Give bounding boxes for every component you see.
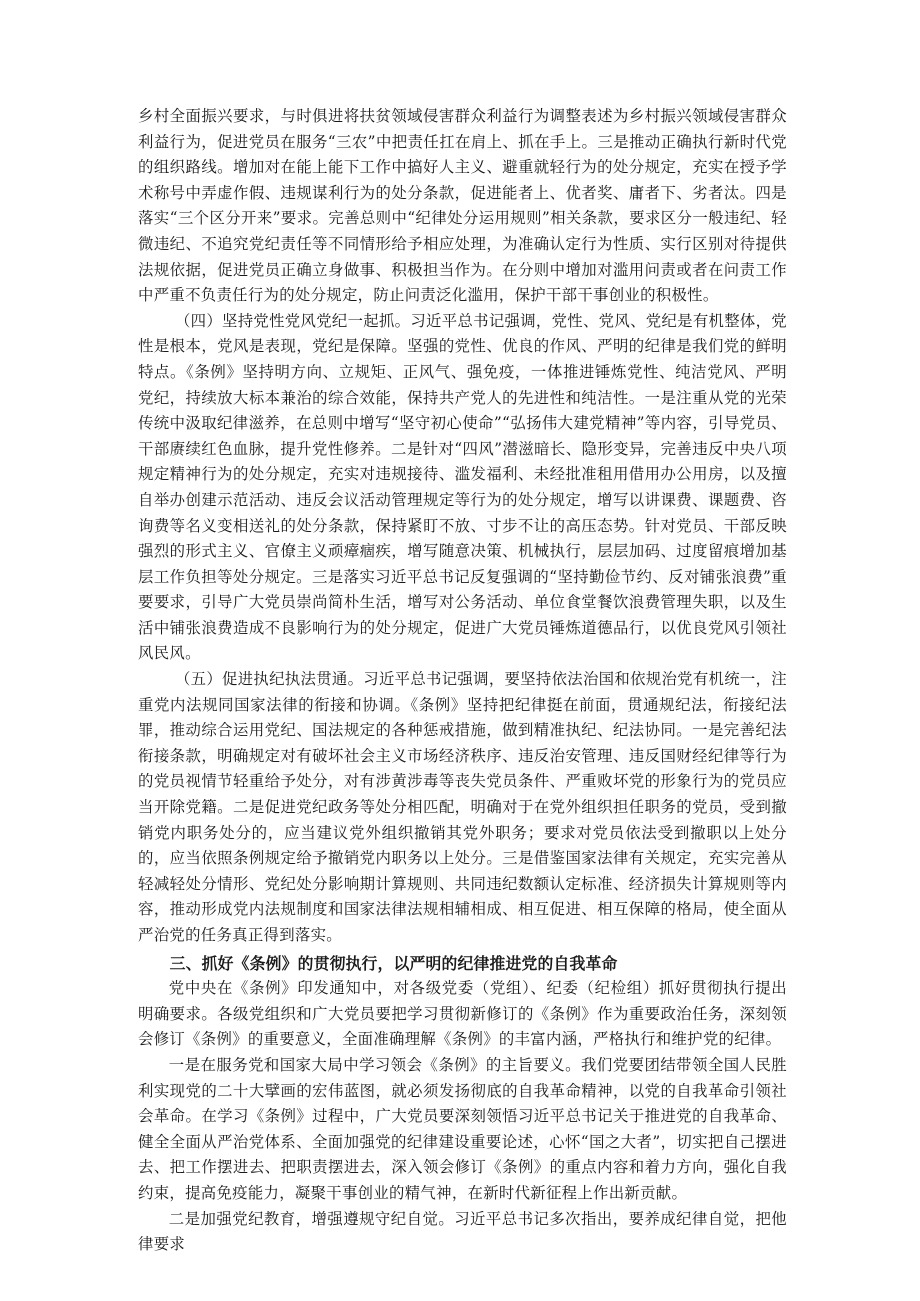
- paragraph-point-two: 二是加强党纪教育，增强遵规守纪自觉。习近平总书记多次指出，要养成纪律自觉，把他律要求: [138, 1209, 787, 1254]
- section-heading-three: 三、抓好《条例》的贯彻执行，以严明的纪律推进党的自我革命: [169, 953, 618, 973]
- document-page: [138, 104, 787, 1258]
- paragraph-central-notice: 党中央在《条例》印发通知中，对各级党委（党组）、纪委（纪检组）抓好贯彻执行提出明确要求。各级党组织和广大党员要把学习贯彻新修订的《条例》作为重要政治任务，深刻领会修订《条例》的重要意义，全面准确理解《条例》的丰富内涵，严格执行和维护党的纪律。: [138, 979, 787, 1049]
- paragraph-section-five: （五）促进执纪执法贯通。习近平总书记强调，要坚持依法治国和依规治党有机统一，注重党内法规同国家法律的衔接和协调。《条例》坚持把纪律挺在前面，贯通规纪法，衔接纪法罪，推动综合运用党纪、国法规定的各种惩戒措施，做到精准执纪、纪法协同。一是完善纪法衔接条款，明确规定对有破坏社会主义市场经济秩序、违反治安管理、违反国财经纪律等行为的党员视情节轻重给予处分，对有涉黄涉毒等丧失党员条件、严重败坏党的形象行为的党员应当开除党籍。二是促进党纪政务等处分相匹配，明确对于在党外组织担任职务的党员，受到撤销党内职务处分的，应当建议党外组织撤销其党外职务；要求对党员依法受到撤职以上处分的，应当依照条例规定给予撤销党内职务以上处分。三是借鉴国家法律有关规定，充实完善从轻减轻处分情形、党纪处分影响期计算规则、共同违纪数额认定标准、经济损失计算规则等内容，推动形成党内法规制度和国家法律法规相辅相成、相互促进、相互保障的格局，使全面从严治党的任务真正得到落实。: [138, 670, 787, 944]
- paragraph-continuation: 乡村全面振兴要求，与时俱进将扶贫领域侵害群众利益行为调整表述为乡村振兴领域侵害群众利益行为，促进党员在服务“三农”中把责任扛在肩上、抓在手上。三是推动正确执行新时代党的组织路线。增加对在能上能下工作中搞好人主义、避重就轻行为的处分规定，充实在授予学术称号中弄虚作假、违规谋利行为的处分条款，促进能者上、优者奖、庸者下、劣者汰。四是落实“三个区分开来”要求。完善总则中“纪律处分运用规则”相关条款，要求区分一般违纪、轻微违纪、不追究党纪责任等不同情形给予相应处理，为准确认定行为性质、实行区别对待提供法规依据，促进党员正确立身做事、积极担当作为。在分则中增加对滥用问责或者在问责工作中严重不负责任行为的处分规定，防止问责泛化滥用，保护干部干事创业的积极性。: [138, 107, 787, 305]
- paragraph-section-four: （四）坚持党性党风党纪一起抓。习近平总书记强调，党性、党风、党纪是有机整体，党性是根本，党风是表现，党纪是保障。坚强的党性、优良的作风、严明的纪律是我们党的鲜明特点。《条例》坚持明方向、立规矩、正风气、强免疫，一体推进锤炼党性、纯洁党风、严明党纪，持续放大标本兼治的综合效能，保持共产党人的先进性和纯洁性。一是注重从党的光荣传统中汲取纪律滋养，在总则中增写“坚守初心使命”“弘扬伟大建党精神”等内容，引导党员、干部赓续红色血脉，提升党性修养。二是针对“四风”潜滋暗长、隐形变异，完善违反中央八项规定精神行为的处分规定，充实对违规接待、滥发福利、未经批准租用借用办公用房，以及擅自举办创建示范活动、违反会议活动管理规定等行为的处分规定，增写以讲课费、课题费、咨询费等名义变相送礼的处分条款，保持紧盯不放、寸步不让的高压态势。针对党员、干部反映强烈的形式主义、官僚主义顽瘴痼疾，增写随意决策、机械执行，层层加码、过度留痕增加基层工作负担等处分规定。三是落实习近平总书记反复强调的“坚持勤俭节约、反对铺张浪费”重要要求，引导广大党员崇尚简朴生活，增写对公务活动、单位食堂餐饮浪费管理失职，以及生活中铺张浪费造成不良影响行为的处分规定，促进广大党员锤炼道德品行，以优良党风引领社风民风。: [138, 311, 787, 663]
- paragraph-point-one: 一是在服务党和国家大局中学习领会《条例》的主旨要义。我们党要团结带领全国人民胜利实现党的二十大擘画的宏伟蓝图，就必须发扬彻底的自我革命精神，以党的自我革命引领社会革命。在学习《条例》过程中，广大党员要深刻领悟习近平总书记关于推进党的自我革命、健全全面从严治党体系、全面加强党的纪律建设重要论述，心怀“国之大者”，切实把自己摆进去、把工作摆进去、把职责摆进去，深入领会修订《条例》的重点内容和着力方向，强化自我约束，提高免疫能力，凝聚干事创业的精气神，在新时代新征程上作出新贡献。: [138, 1055, 787, 1202]
